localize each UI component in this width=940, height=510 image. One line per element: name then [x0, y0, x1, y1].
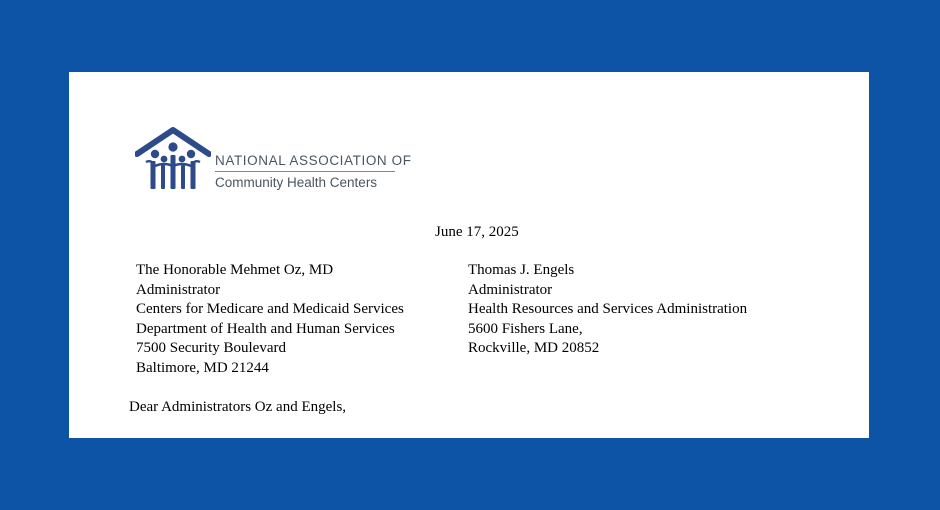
recipient-city: Rockville, MD 20852 — [468, 340, 600, 357]
recipient-agency: Centers for Medicare and Medicaid Services — [136, 301, 404, 318]
recipient-title: Administrator — [136, 281, 221, 298]
logo-org-line2: Community Health Centers — [215, 175, 378, 190]
recipient-title: Administrator — [468, 281, 553, 298]
logo-text — [215, 152, 412, 191]
recipient-address-left — [136, 261, 404, 379]
recipient-street: 5600 Fishers Lane, — [468, 320, 583, 337]
letter-salutation: Dear Administrators Oz and Engels, — [129, 399, 347, 415]
letter-page — [69, 72, 869, 438]
house-with-people-icon — [135, 126, 211, 192]
recipient-department: Department of Health and Human Services — [136, 320, 395, 337]
recipient-address-right — [468, 261, 747, 359]
recipient-name: The Honorable Mehmet Oz, MD — [136, 262, 334, 278]
recipient-city: Baltimore, MD 21244 — [136, 359, 269, 376]
nachc-logo — [135, 126, 412, 196]
logo-divider — [215, 171, 395, 172]
recipient-agency: Health Resources and Services Administration — [468, 301, 748, 318]
logo-org-line1: NATIONAL ASSOCIATION OF — [215, 153, 412, 168]
recipient-street: 7500 Security Boulevard — [136, 340, 286, 357]
letter-date: June 17, 2025 — [435, 224, 519, 240]
recipient-name: Thomas J. Engels — [468, 262, 575, 278]
